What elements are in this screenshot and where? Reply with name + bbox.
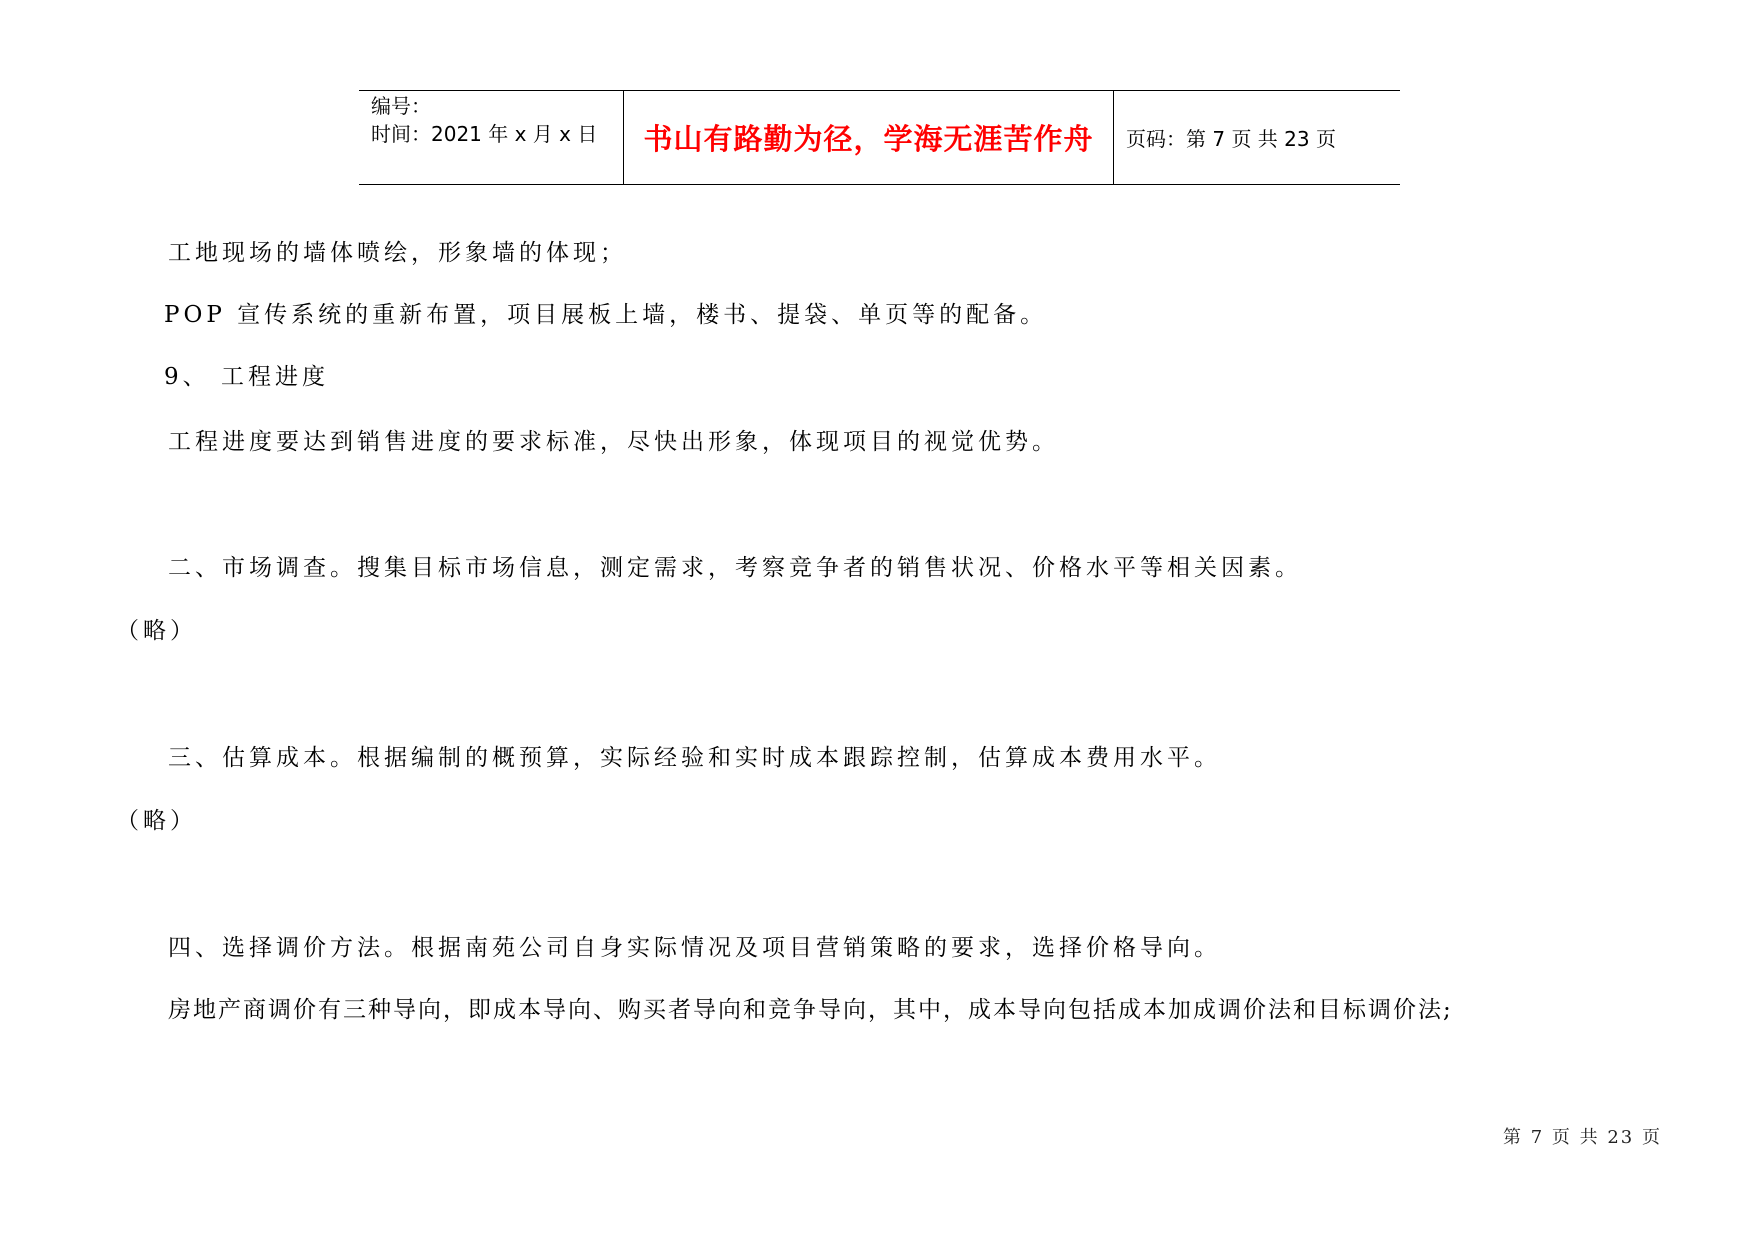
- page-footer: 第 7 页 共 23 页: [1503, 1127, 1662, 1148]
- body-paragraph: 工地现场的墙体喷绘，形象墙的体现；: [168, 240, 627, 266]
- header-info-cell: [359, 91, 624, 184]
- header-motto: 书山有路勤为径，学海无涯苦作舟: [643, 122, 1094, 156]
- section-heading: 9、 工程进度: [164, 364, 329, 390]
- document-date: 时间：2021 年 x 月 x 日: [371, 122, 598, 146]
- body-paragraph: POP 宣传系统的重新布置，项目展板上墙，楼书、提袋、单页等的配备。: [164, 302, 1048, 328]
- section-heading: 二、市场调查。搜集目标市场信息，测定需求，考察竞争者的销售状况、价格水平等相关因素。: [168, 555, 1302, 581]
- omitted-note: （略）: [116, 618, 197, 644]
- header-page-cell: [1114, 91, 1400, 184]
- section-heading: 四、选择调价方法。根据南苑公司自身实际情况及项目营销策略的要求，选择价格导向。: [168, 935, 1221, 961]
- omitted-note: （略）: [116, 808, 197, 834]
- page-header-table: [359, 90, 1400, 185]
- header-motto-cell: [624, 91, 1114, 184]
- body-paragraph: 工程进度要达到销售进度的要求标准，尽快出形象，体现项目的视觉优势。: [168, 429, 1059, 455]
- document-code-label: 编号：: [371, 94, 431, 118]
- header-page-number: 页码：第 7 页 共 23 页: [1126, 127, 1336, 151]
- body-paragraph: 房地产商调价有三种导向，即成本导向、购买者导向和竞争导向，其中，成本导向包括成本加成调价法和目标调价法;: [168, 997, 1453, 1023]
- section-heading: 三、估算成本。根据编制的概预算，实际经验和实时成本跟踪控制，估算成本费用水平。: [168, 745, 1221, 771]
